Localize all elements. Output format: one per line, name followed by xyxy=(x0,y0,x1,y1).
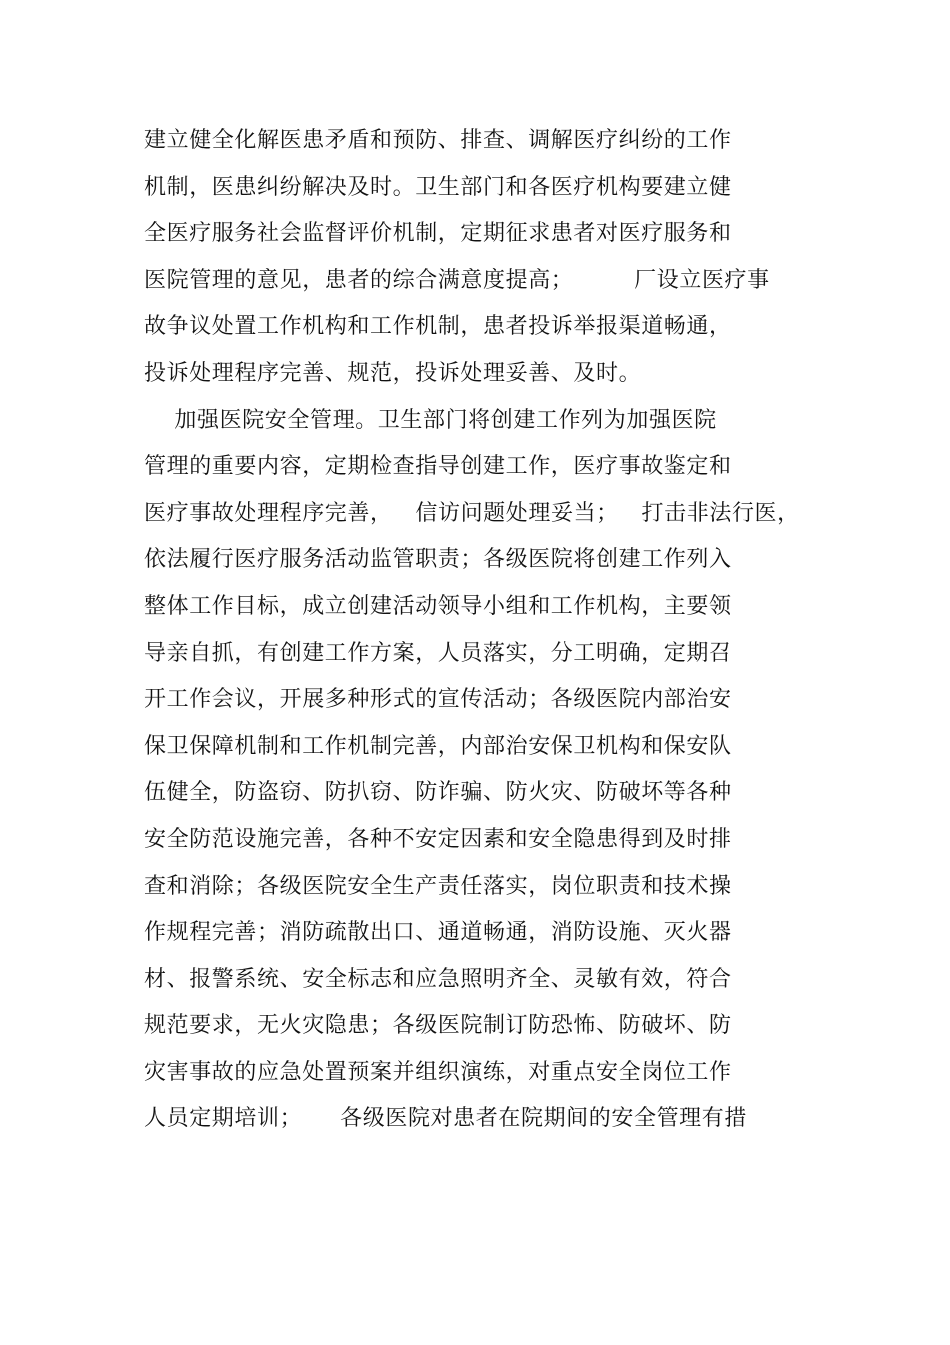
text-line: 加强医院安全管理。卫生部门将创建工作列为加强医院 xyxy=(144,407,717,433)
text-line: 人员定期培训； 各级医院对患者在院期间的安全管理有措 xyxy=(144,1106,747,1132)
text-line: 依法履行医疗服务活动监管职责；各级医院将创建工作列入 xyxy=(144,547,732,573)
text-line: 导亲自抓，有创建工作方案，人员落实，分工明确，定期召 xyxy=(144,640,732,666)
text-line: 医疗事故处理程序完善， 信访问题处理妥当； 打击非法行医， xyxy=(144,500,800,526)
text-line: 查和消除；各级医院安全生产责任落实，岗位职责和技术操 xyxy=(144,873,732,899)
text-line: 故争议处置工作机构和工作机制，患者投诉举报渠道畅通， xyxy=(144,314,732,340)
text-line: 开工作会议，开展多种形式的宣传活动；各级医院内部治安 xyxy=(144,687,732,713)
text-line: 保卫保障机制和工作机制完善，内部治安保卫机构和保安队 xyxy=(144,733,732,759)
text-line: 机制，医患纠纷解决及时。卫生部门和各医疗机构要建立健 xyxy=(144,174,732,200)
text-line: 建立健全化解医患矛盾和预防、排查、调解医疗纠纷的工作 xyxy=(144,128,732,153)
text-line: 规范要求，无火灾隐患；各级医院制订防恐怖、防破坏、防 xyxy=(144,1013,732,1039)
text-line: 整体工作目标，成立创建活动领导小组和工作机构，主要领 xyxy=(144,593,732,619)
text-line: 灾害事故的应急处置预案并组织演练，对重点安全岗位工作 xyxy=(144,1059,732,1085)
text-line: 全医疗服务社会监督评价机制，定期征求患者对医疗服务和 xyxy=(144,221,732,247)
text-line: 伍健全，防盗窃、防扒窃、防诈骗、防火灾、防破坏等各种 xyxy=(144,780,732,806)
text-line: 医院管理的意见，患者的综合满意度提高； 厂设立医疗事 xyxy=(144,267,770,293)
body-text xyxy=(144,121,904,1146)
text-line: 材、报警系统、安全标志和应急照明齐全、灵敏有效，符合 xyxy=(144,966,732,992)
text-line: 作规程完善；消防疏散出口、通道畅通，消防设施、灭火器 xyxy=(144,920,732,946)
text-line: 投诉处理程序完善、规范，投诉处理妥善、及时。 xyxy=(144,360,642,386)
text-line: 管理的重要内容，定期检查指导创建工作，医疗事故鉴定和 xyxy=(144,454,732,480)
text-line: 安全防范设施完善，各种不安定因素和安全隐患得到及时排 xyxy=(144,826,732,852)
